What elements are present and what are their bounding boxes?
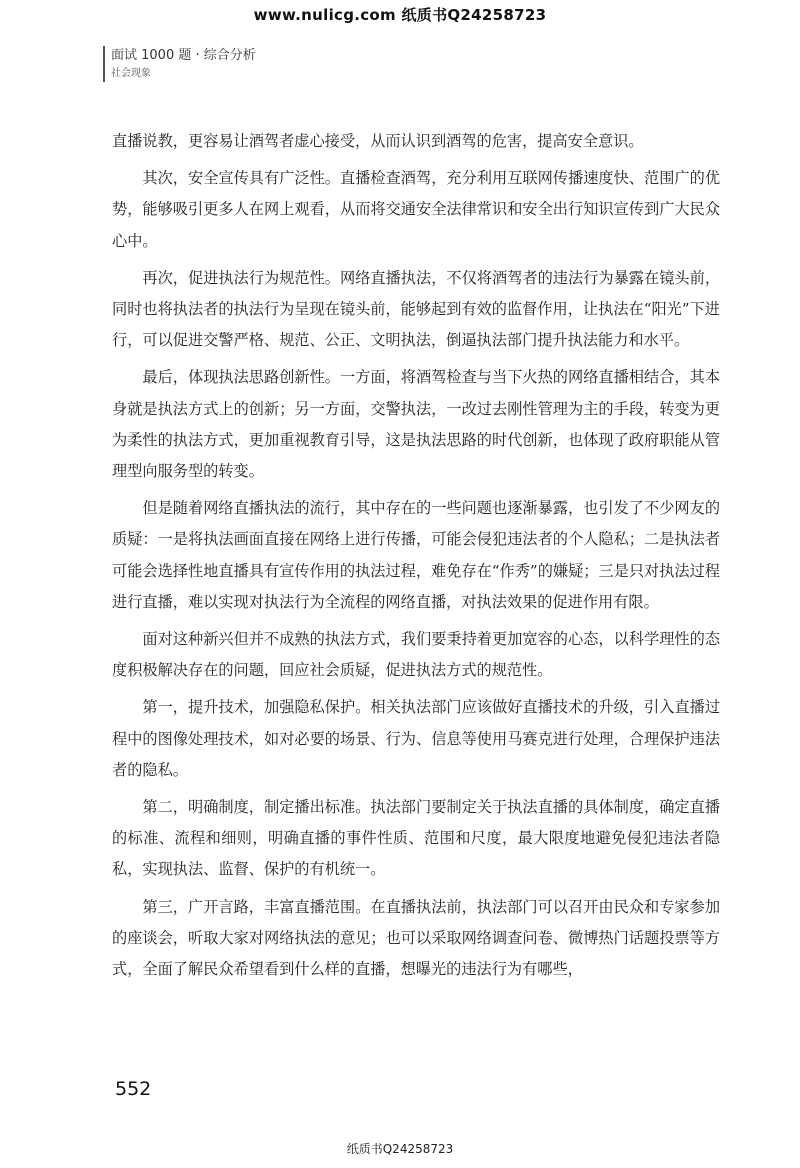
running-head	[103, 46, 256, 82]
watermark-top: www.nulicg.com 纸质书Q24258723	[253, 6, 547, 24]
running-head-title: 面试 1000 题 · 综合分析	[111, 48, 256, 63]
page-number: 552	[115, 1078, 152, 1100]
paragraph: 第二，明确制度，制定播出标准。执法部门要制定关于执法直播的具体制度，确定直播的标准、流程和细则，明确直播的事件性质、范围和尺度，最大限度地避免侵犯违法者隐私，实现执法、监督、保护的有机统一。	[112, 798, 720, 879]
paragraph: 再次，促进执法行为规范性。网络直播执法，不仅将酒驾者的违法行为暴露在镜头前，同时也将执法者的执法行为呈现在镜头前，能够起到有效的监督作用，让执法在“阳光”下进行，可以促进交警严格、规范、公正、文明执法，倒逼执法部门提升执法能力和水平。	[112, 268, 720, 350]
watermark-bottom: 纸质书Q24258723	[346, 1142, 454, 1156]
paragraph: 直播说教，更容易让酒驾者虚心接受，从而认识到酒驾的危害，提高安全意识。	[112, 132, 644, 150]
paragraph: 但是随着网络直播执法的流行，其中存在的一些问题也逐渐暴露，也引发了不少网友的质疑：一是将执法画面直接在网络上进行传播，可能会侵犯违法者的个人隐私；二是执法者可能会选择性地直播具有宣传作用的执法过程，难免存在“作秀”的嫌疑；三是只对执法过程进行直播，难以实现对执法行为全流程的网络直播，对执法效果的促进作用有限。	[112, 499, 720, 611]
paragraph: 最后，体现执法思路创新性。一方面，将酒驾检查与当下火热的网络直播相结合，其本身就是执法方式上的创新；另一方面，交警执法，一改过去刚性管理为主的手段，转变为更为柔性的执法方式，更加重视教育引导，这是执法思路的时代创新，也体现了政府职能从管理型向服务型的转变。	[112, 368, 720, 481]
paragraph: 面对这种新兴但并不成熟的执法方式，我们要秉持着更加宽容的心态，以科学理性的态度积极解决存在的问题，回应社会质疑，促进执法方式的规范性。	[112, 630, 720, 680]
paragraph: 其次，安全宣传具有广泛性。直播检查酒驾，充分利用互联网传播速度快、范围广的优势，能够吸引更多人在网上观看，从而将交通安全法律常识和安全出行知识宣传到广大民众心中。	[112, 169, 720, 250]
paragraph: 第一，提升技术，加强隐私保护。相关执法部门应该做好直播技术的升级，引入直播过程中的图像处理技术，如对必要的场景、行为、信息等使用马赛克进行处理，合理保护违法者的隐私。	[112, 698, 720, 779]
running-head-subtitle: 社会现象	[111, 68, 151, 79]
body-text	[112, 126, 720, 991]
paragraph: 第三，广开言路，丰富直播范围。在直播执法前，执法部门可以召开由民众和专家参加的座谈会，听取大家对网络执法的意见；也可以采取网络调查问卷、微博热门话题投票等方式，全面了解民众希望看到什么样的直播，想曝光的违法行为有哪些，	[112, 897, 720, 979]
